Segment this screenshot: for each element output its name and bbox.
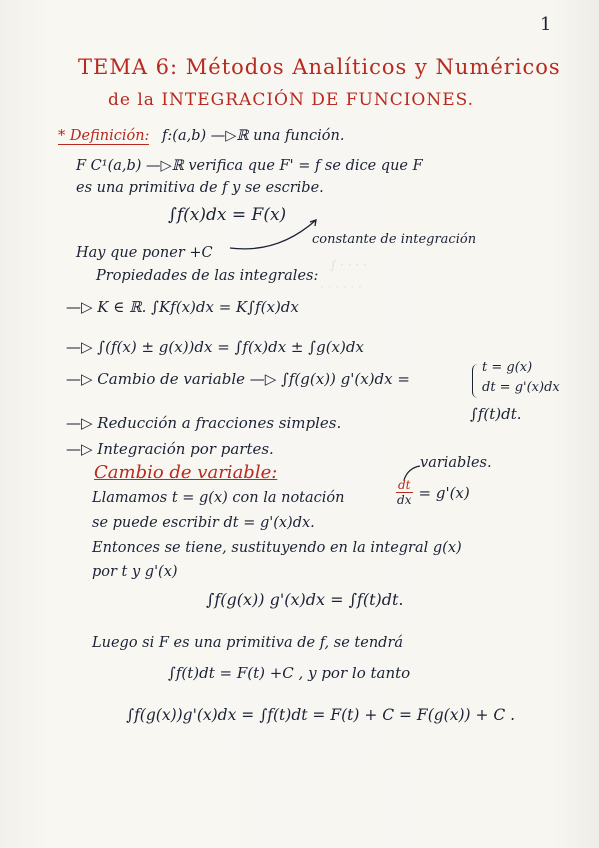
page-number: 1 [540, 14, 552, 35]
title-line-1: TEMA 6: Métodos Analíticos y Numéricos [78, 55, 561, 79]
definition-text-4: Hay que poner +C [76, 245, 213, 261]
bleed-through: ∫ · · · · [330, 258, 367, 272]
property-item-4: —▷ Reducción a fracciones simples. [66, 414, 342, 432]
substitution-bracket [472, 364, 479, 398]
substitution-result: ∫f(t)dt. [470, 405, 522, 423]
primitive-formula: ∫f(x)dx = F(x) [168, 205, 287, 225]
bleed-through: · · · · · · [320, 280, 362, 294]
substitution-2: dt = g'(x)dx [482, 380, 560, 395]
property-item-1: —▷ K ∈ ℝ. ∫Kf(x)dx = K∫f(x)dx [66, 298, 299, 316]
substitution-formula: ∫f(g(x)) g'(x)dx = ∫f(t)dt. [206, 590, 404, 609]
cambio-line-4: por t y g'(x) [92, 564, 178, 580]
definition-block [58, 128, 344, 144]
cambio-line-1: Llamamos t = g(x) con la notación [92, 490, 345, 506]
cambio-heading: Cambio de variable: [94, 462, 278, 483]
fraction-denominator: dx [397, 493, 412, 507]
cambio-line-6: ∫f(t)dt = F(t) +C , y por lo tanto [168, 664, 411, 682]
substitution-1: t = g(x) [482, 360, 533, 375]
definition-text-2: F C¹(a,b) —▷ℝ verifica que F' = f se dice que F [76, 158, 423, 174]
fraction-rhs: = g'(x) [418, 483, 470, 502]
definition-text-3: es una primitiva de f y se escribe. [76, 180, 324, 196]
properties-heading: Propiedades de las integrales: [96, 268, 319, 284]
variables-annotation: variables. [420, 455, 492, 471]
definition-label: * Definición: [58, 128, 150, 144]
property-item-2: —▷ ∫(f(x) ± g(x))dx = ∫f(x)dx ± ∫g(x)dx [66, 338, 364, 356]
final-formula: ∫f(g(x))g'(x)dx = ∫f(t)dt = F(t) + C = F(g(x)) + C . [126, 706, 516, 724]
definition-text-1: f:(a,b) —▷ℝ una función. [162, 128, 345, 144]
cambio-line-2: se puede escribir dt = g'(x)dx. [92, 515, 315, 531]
constant-annotation: constante de integración [312, 232, 477, 247]
property-item-5: —▷ Integración por partes. [66, 440, 274, 458]
title-line-2: de la INTEGRACIÓN DE FUNCIONES. [108, 90, 475, 110]
cambio-line-5: Luego si F es una primitiva de f, se tendrá [92, 635, 404, 651]
property-item-3: —▷ Cambio de variable —▷ ∫f(g(x)) g'(x)dx = [66, 370, 410, 388]
cambio-line-3: Entonces se tiene, sustituyendo en la integral g(x) [92, 540, 462, 556]
fraction [396, 478, 470, 507]
fraction-numerator: dt [398, 478, 411, 492]
